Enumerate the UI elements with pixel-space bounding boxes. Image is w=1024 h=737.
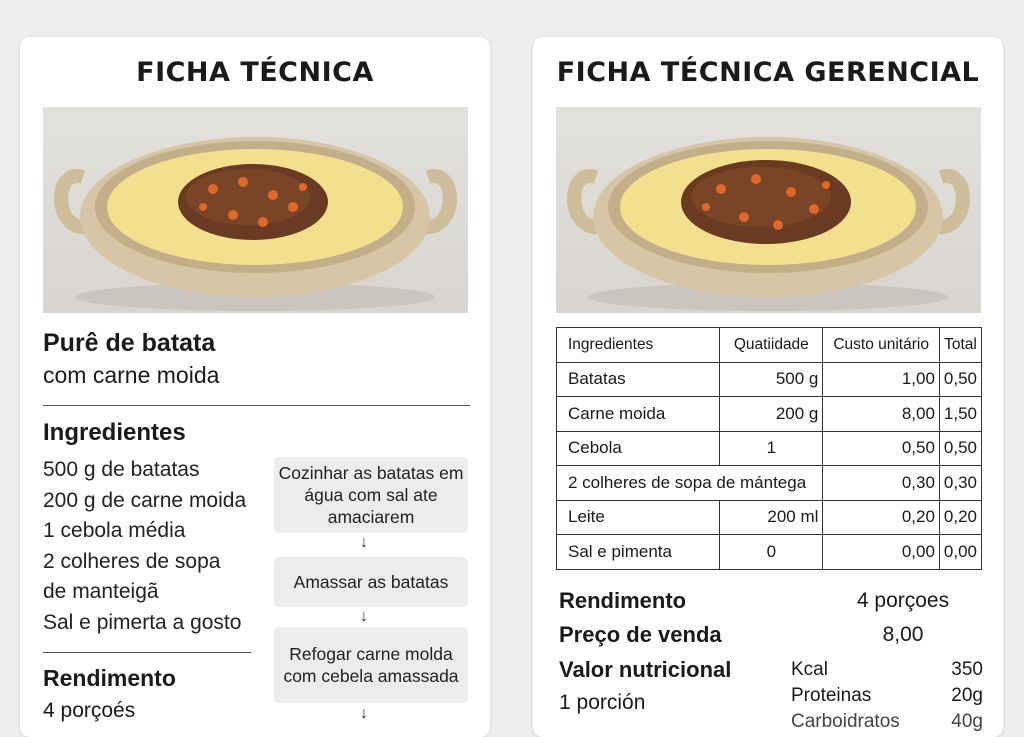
management-card xyxy=(533,37,1003,737)
price-label: Preço de venda xyxy=(559,622,722,647)
list-item: de manteigã xyxy=(43,580,159,603)
nutrition-row xyxy=(791,685,983,707)
step-text: Cozinhar as batatas em água com sal ate amaciarem xyxy=(278,463,464,527)
table-cell: 1 xyxy=(720,431,823,466)
table-cell: 1,50 xyxy=(939,397,981,432)
table-row xyxy=(557,466,982,501)
arrow-down-icon: ↓ xyxy=(360,534,368,551)
recipe-card xyxy=(20,37,490,737)
table-cell: 0,20 xyxy=(939,500,981,535)
nutrient-value: 20g xyxy=(951,685,983,706)
cost-table xyxy=(556,327,982,570)
table-cell: 0,00 xyxy=(939,535,981,570)
dish-name-subtitle: com carne moida xyxy=(43,362,220,388)
nutrition-row xyxy=(791,659,983,681)
nutrient-name: Carboidratos xyxy=(791,711,900,732)
list-item: 200 g de carne moida xyxy=(43,488,247,512)
yield-label: Rendimento xyxy=(559,588,687,613)
list-item: 500 g de batatas xyxy=(43,458,200,481)
dish-photo xyxy=(556,107,981,313)
column-header: Ingredientes xyxy=(557,328,720,363)
list-item: 2 colheres de sopa xyxy=(43,549,221,573)
table-cell: Leite xyxy=(557,500,720,535)
table-cell: 500 g xyxy=(720,362,823,397)
portion-label: 1 porción xyxy=(559,691,646,714)
arrow-down-icon: ↓ xyxy=(360,705,368,722)
table-cell: Carne moida xyxy=(557,397,720,432)
ingredients-list xyxy=(43,455,283,638)
table-cell: Cebola xyxy=(557,431,720,466)
list-item: Sal e pimerta a gosto xyxy=(43,610,242,634)
column-header: Quatiidade xyxy=(720,328,823,363)
table-cell: 1,00 xyxy=(823,362,940,397)
dish-photo xyxy=(43,107,468,313)
column-header: Total xyxy=(939,328,981,363)
dish-name: Purê de batata xyxy=(43,329,216,357)
yield-value: 4 porçoes xyxy=(856,589,950,612)
table-cell: 2 colheres de sopa de mántega xyxy=(557,466,823,501)
column-header: Custo unitário xyxy=(823,328,940,363)
step-box xyxy=(274,627,468,703)
list-item: 1 cebola média xyxy=(43,519,186,542)
table-row xyxy=(557,397,982,432)
nutrient-value: 350 xyxy=(951,659,983,680)
table-cell: 0,20 xyxy=(823,500,940,535)
nutrient-value: 40g xyxy=(951,711,983,732)
table-cell: 8,00 xyxy=(823,397,940,432)
table-cell: 0 xyxy=(720,535,823,570)
table-cell: 0,30 xyxy=(939,466,981,501)
arrow-down-icon: ↓ xyxy=(360,608,368,625)
table-header-row xyxy=(557,328,982,363)
table-row xyxy=(557,362,982,397)
table-row xyxy=(557,500,982,535)
divider xyxy=(43,652,251,653)
table-row xyxy=(557,535,982,570)
step-text: Amassar as batatas xyxy=(293,572,449,592)
table-cell: 0,50 xyxy=(939,431,981,466)
nutrient-name: Proteinas xyxy=(791,685,872,706)
table-cell: 0,50 xyxy=(939,362,981,397)
card-title: FICHA TÉCNICA xyxy=(136,57,374,88)
nutrient-name: Kcal xyxy=(791,659,828,680)
card-title: FICHA TÉCNICA GERENCIAL xyxy=(556,57,980,88)
divider xyxy=(43,405,470,406)
step-text: Refogar carne molda com cebela amassada xyxy=(283,644,459,686)
ingredients-heading: Ingredientes xyxy=(43,419,186,446)
step-box xyxy=(274,457,468,533)
table-cell: Sal e pimenta xyxy=(557,535,720,570)
nutrition-label: Valor nutricional xyxy=(559,657,732,682)
table-cell: 200 g xyxy=(720,397,823,432)
table-cell: 200 ml xyxy=(720,500,823,535)
nutrition-row xyxy=(791,711,983,733)
yield-heading: Rendimento xyxy=(43,665,176,691)
table-cell: Batatas xyxy=(557,362,720,397)
yield-value: 4 porçoés xyxy=(43,699,136,722)
table-cell: 0,00 xyxy=(823,535,940,570)
table-cell: 0,30 xyxy=(823,466,940,501)
table-row xyxy=(557,431,982,466)
step-box xyxy=(274,557,468,607)
price-value: 8,00 xyxy=(882,623,924,646)
table-cell: 0,50 xyxy=(823,431,940,466)
